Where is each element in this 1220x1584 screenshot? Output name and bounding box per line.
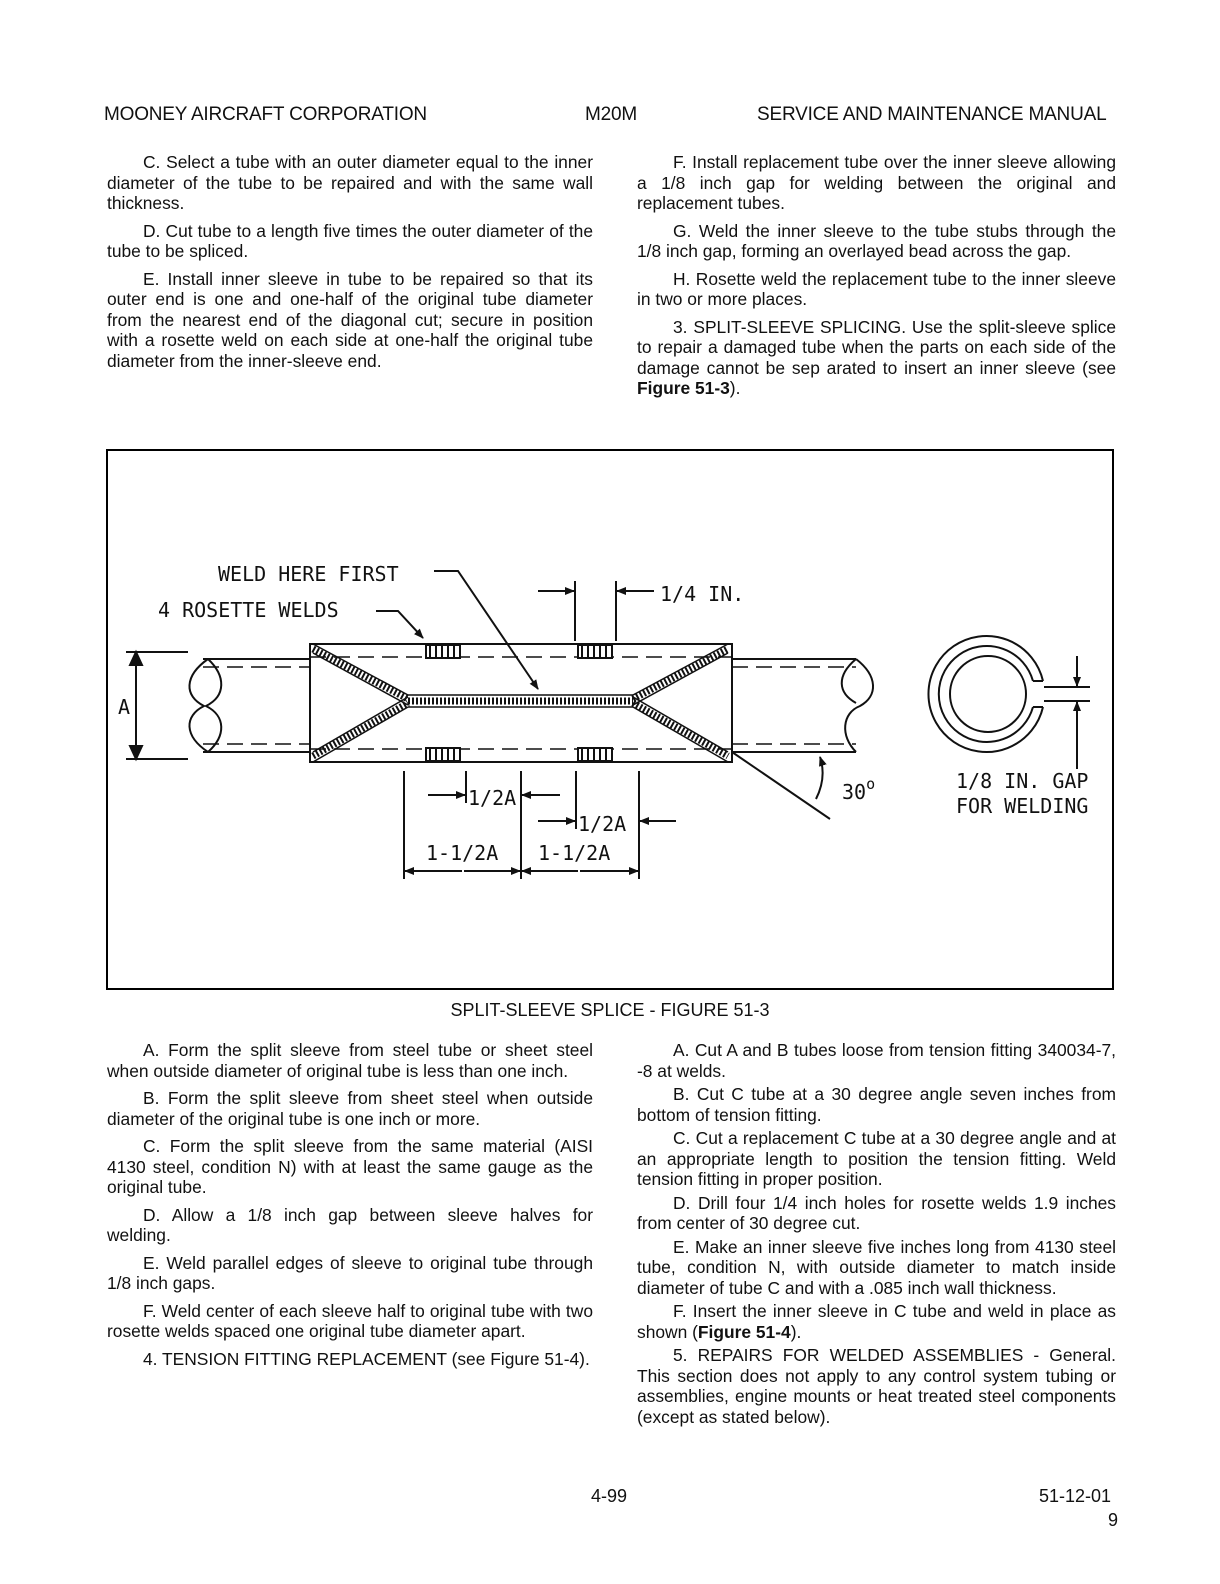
header-manual-title: SERVICE AND MAINTENANCE MANUAL xyxy=(757,104,1107,125)
paragraph-b-tension: B. Cut C tube at a 30 degree angle seven inches from bottom of tension fitting. xyxy=(637,1084,1116,1125)
cross-section xyxy=(928,636,1090,769)
footer-revision: 9 xyxy=(1108,1510,1119,1530)
label-a: A xyxy=(118,695,131,719)
split-sleeve-end: ). xyxy=(729,378,741,398)
figure-caption: SPLIT-SLEEVE SPLICE - FIGURE 51-3 xyxy=(450,1000,770,1020)
bottom-left-column xyxy=(107,1040,593,1376)
label-half-a-1: 1/2A xyxy=(468,786,517,810)
dimension-a xyxy=(126,652,188,759)
figure-reference-51-3: Figure 51-3 xyxy=(637,378,730,398)
paragraph-f-split: F. Weld center of each sleeve half to original tube with two rosette welds spaced one original tube diameter apart. xyxy=(107,1300,593,1341)
paragraph-d: D. Cut tube to a length five times the outer diameter of the tube to be spliced. xyxy=(107,220,593,261)
paragraph-c-tension: C. Cut a replacement C tube at a 30 degree angle and at an appropriate length to position the tension fitting. Weld tension fitting in proper position. xyxy=(637,1128,1116,1189)
paragraph-repairs-welded: 5. REPAIRS FOR WELDED ASSEMBLIES - General. This section does not apply to any control system tubing or assemblies, engine mounts or heat treated steel components (except as stated below). xyxy=(637,1345,1116,1427)
figure-drawing xyxy=(108,451,1116,992)
angle-unit: o xyxy=(866,775,876,793)
paragraph-tension-fitting: 4. TENSION FITTING REPLACEMENT (see Figure 51-4). xyxy=(143,1348,590,1369)
original-tube-left xyxy=(189,659,310,752)
label-half-a-2: 1/2A xyxy=(578,812,627,836)
top-right-column xyxy=(637,152,1116,406)
label-gap-line2: FOR WELDING xyxy=(956,794,1089,818)
paragraph-e-tension: E. Make an inner sleeve five inches long from 4130 steel tube, condition N, with outside diameter to match inside diameter of tube C and with a .085 inch wall thickness. xyxy=(637,1236,1116,1298)
label-quarter-inch: 1/4 IN. xyxy=(660,582,745,606)
footer-section-number: 51-12-01 xyxy=(1039,1486,1112,1506)
label-gap-line1: 1/8 IN. GAP xyxy=(956,769,1089,793)
label-rosette-welds: 4 ROSETTE WELDS xyxy=(158,598,339,622)
label-weld-here-first: WELD HERE FIRST xyxy=(218,562,399,586)
quarter-inch-dimension xyxy=(538,581,654,641)
paragraph-e: E. Install inner sleeve in tube to be repaired so that its outer end is one and one-half of the original tube diameter from the nearest end of the diagonal cut; secure in position with a rosette weld on each side at one-half the original tube diameter from the inner-sleeve end. xyxy=(107,268,593,371)
paragraph-g: G. Weld the inner sleeve to the tube stubs through the 1/8 inch gap, forming an overlayed bead across the gap. xyxy=(637,220,1116,261)
figure-split-sleeve-splice xyxy=(106,449,1114,990)
tension-f-end: ). xyxy=(790,1321,802,1342)
paragraph-f: F. Install replacement tube over the inner sleeve allowing a 1/8 inch gap for welding between the original and replacement tubes. xyxy=(637,152,1116,213)
paragraph-c-split: C. Form the split sleeve from the same material (AISI 4130 steel, condition N) with at least the same gauge as the original tube. xyxy=(107,1136,593,1197)
angle-value: 30 xyxy=(842,780,867,804)
angle-30-dimension xyxy=(732,752,830,819)
paragraph-a-tension: A. Cut A and B tubes loose from tension fitting 340034-7, -8 at welds. xyxy=(637,1040,1116,1081)
split-sleeve-text: 3. SPLIT-SLEEVE SPLICING. Use the split-sleeve splice to repair a damaged tube when the parts on each side of the damage cannot be sep arated to insert an inner sleeve (see xyxy=(637,316,1116,378)
figure-reference-51-4: Figure 51-4 xyxy=(697,1321,791,1342)
paragraph-h: H. Rosette weld the replacement tube to the inner sleeve in two or more places. xyxy=(637,268,1116,309)
label-one-half-a-2: 1-1/2A xyxy=(538,841,611,865)
paragraph-d-split: D. Allow a 1/8 inch gap between sleeve halves for welding. xyxy=(107,1204,593,1245)
label-one-half-a-1: 1-1/2A xyxy=(426,841,499,865)
paragraph-c: C. Select a tube with an outer diameter equal to the inner diameter of the tube to be repaired and with the same wall thickness. xyxy=(107,152,593,213)
header-model: M20M xyxy=(585,104,637,125)
top-left-column xyxy=(107,152,593,378)
header-company: MOONEY AIRCRAFT CORPORATION xyxy=(104,104,427,125)
bottom-right-column xyxy=(637,1040,1116,1430)
tension-f-text: F. Insert the inner sleeve in C tube and weld in place as shown ( xyxy=(637,1301,1116,1342)
paragraph-f-tension xyxy=(637,1301,1116,1342)
paragraph-a-split: A. Form the split sleeve from steel tube or sheet steel when outside diameter of original tube is less than one inch. xyxy=(107,1040,593,1081)
weld-beads xyxy=(313,649,728,756)
paragraph-d-tension: D. Drill four 1/4 inch holes for rosette welds 1.9 inches from center of 30 degree cut. xyxy=(637,1192,1116,1233)
paragraph-split-sleeve xyxy=(637,317,1116,399)
original-tube-right xyxy=(732,659,873,752)
paragraph-b-split: B. Form the split sleeve from sheet steel when outside diameter of the original tube is one inch or more. xyxy=(107,1088,593,1129)
footer-page-number: 4-99 xyxy=(591,1486,628,1506)
label-angle xyxy=(842,775,875,804)
paragraph-e-split: E. Weld parallel edges of sleeve to original tube through 1/8 inch gaps. xyxy=(107,1252,593,1293)
